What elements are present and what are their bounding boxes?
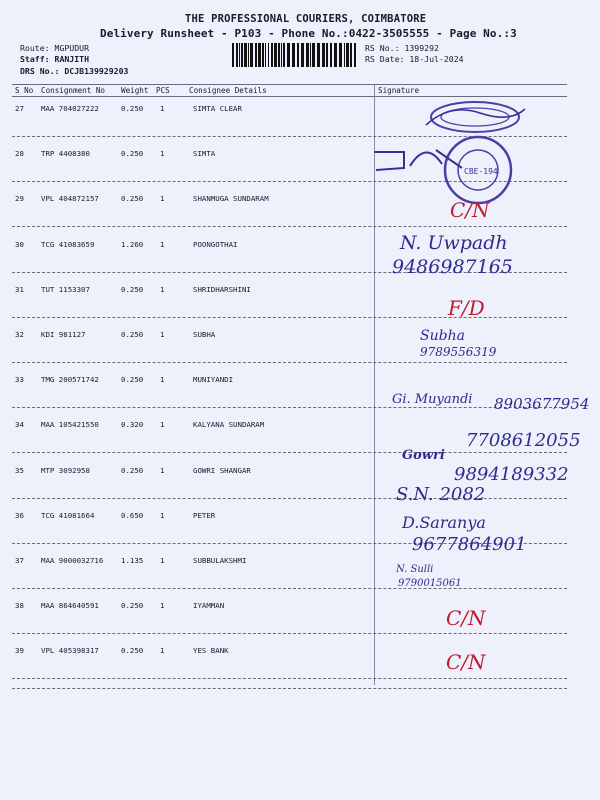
row-consignee: KALYANA SUNDARAM xyxy=(193,420,265,429)
drs-line: DRS No.: DCJB139929203 xyxy=(20,66,129,76)
row-sno: 37 xyxy=(15,556,24,565)
rs-no-value: 1399292 xyxy=(404,43,439,53)
row-consignment-no: TRP 4408380 xyxy=(41,149,90,158)
barcode-bar xyxy=(232,43,234,67)
row-weight: 0.250 xyxy=(121,375,144,384)
row-weight: 1.135 xyxy=(121,556,144,565)
barcode-bar xyxy=(281,43,282,67)
row-separator xyxy=(12,452,567,453)
row-consignee: SUBBULAKSHMI xyxy=(193,556,247,565)
row-sno: 39 xyxy=(15,646,24,655)
row-consignment-no: KDI 981127 xyxy=(41,330,86,339)
sig-r32-name: Subha xyxy=(420,328,465,344)
sig-r35-phone: 9894189332 xyxy=(454,464,569,485)
sig-r39-cn-mark: C/N xyxy=(446,650,486,674)
row-pcs: 1 xyxy=(160,285,165,294)
col-header-sno: S No xyxy=(15,86,34,95)
sig-r29-cn-mark: C/N xyxy=(450,198,490,222)
row-separator xyxy=(12,633,567,634)
barcode-bar xyxy=(274,43,277,67)
row-consignee: GOWRI SHANGAR xyxy=(193,466,251,475)
row-consignment-no: TMG 200571742 xyxy=(41,375,99,384)
row-sno: 36 xyxy=(15,511,24,520)
row-consignment-no: TUT 1153307 xyxy=(41,285,90,294)
row-weight: 0.650 xyxy=(121,511,144,520)
row-consignment-no: MAA 9000032716 xyxy=(41,556,104,565)
barcode xyxy=(232,43,358,67)
route-line: Route: MGPUDUR xyxy=(20,43,90,53)
sig-r30-name: N. Uwpadh xyxy=(400,232,508,254)
runsheet-subtitle: Delivery Runsheet - P103 - Phone No.:0422-3505555 - Page No.:3 xyxy=(100,27,517,40)
sig-r35-signature: S.N. 2082 xyxy=(396,484,486,505)
barcode-bar xyxy=(248,43,249,67)
row-consignee: MUNIYANDI xyxy=(193,375,234,384)
barcode-bar xyxy=(271,43,273,67)
row-sno: 28 xyxy=(15,149,24,158)
header-top-rule xyxy=(12,84,567,85)
barcode-bar xyxy=(244,43,247,67)
row-sno: 35 xyxy=(15,466,24,475)
row-consignment-no: TCG 41081664 xyxy=(41,511,95,520)
row-pcs: 1 xyxy=(160,466,165,475)
row-weight: 0.250 xyxy=(121,330,144,339)
barcode-bar xyxy=(250,43,253,67)
row-sno: 34 xyxy=(15,420,24,429)
row-separator xyxy=(12,226,567,227)
staff-value: RANJITH xyxy=(54,54,90,64)
barcode-bar xyxy=(312,43,315,67)
row-weight: 0.250 xyxy=(121,104,144,113)
row-sno: 33 xyxy=(15,375,24,384)
row-consignee: SIMTA CLEAR xyxy=(193,104,242,113)
row-pcs: 1 xyxy=(160,511,165,520)
row-consignment-no: MAA 864640591 xyxy=(41,601,99,610)
row-weight: 0.250 xyxy=(121,149,144,158)
row-pcs: 1 xyxy=(160,194,165,203)
barcode-bar xyxy=(344,43,345,67)
row-pcs: 1 xyxy=(160,646,165,655)
row-consignment-no: VPL 405398317 xyxy=(41,646,99,655)
barcode-bar xyxy=(278,43,280,67)
row-weight: 0.250 xyxy=(121,466,144,475)
sig-r37-phone: 9790015061 xyxy=(398,578,462,589)
barcode-bar xyxy=(334,43,337,67)
sig-r38-cn-mark: C/N xyxy=(446,606,486,630)
barcode-bar xyxy=(297,43,299,67)
row-pcs: 1 xyxy=(160,420,165,429)
sig-r32-phone: 9789556319 xyxy=(420,345,497,359)
barcode-bar xyxy=(301,43,304,67)
row-separator xyxy=(12,588,567,589)
barcode-bar xyxy=(346,43,349,67)
barcode-bar xyxy=(268,43,269,67)
row-consignee: YES BANK xyxy=(193,646,229,655)
row-consignee: POONGOTHAI xyxy=(193,240,238,249)
row-pcs: 1 xyxy=(160,601,165,610)
row-weight: 0.320 xyxy=(121,420,144,429)
row-sno: 27 xyxy=(15,104,24,113)
row-sno: 32 xyxy=(15,330,24,339)
col-header-consignment: Consignment No xyxy=(41,86,106,95)
barcode-bar xyxy=(330,43,332,67)
row-weight: 0.250 xyxy=(121,194,144,203)
barcode-bar xyxy=(265,43,266,67)
col-header-weight: Weight xyxy=(121,86,149,95)
barcode-bar xyxy=(283,43,285,67)
col-header-pcs: PCS xyxy=(156,86,170,95)
row-sno: 29 xyxy=(15,194,24,203)
col-header-signature: Signature xyxy=(378,86,420,95)
row-consignment-no: VPL 404872157 xyxy=(41,194,99,203)
rs-date-value: 18-Jul-2024 xyxy=(409,54,464,64)
barcode-bar xyxy=(292,43,295,67)
sig-r33-name: Gi. Muyandi xyxy=(392,392,473,407)
barcode-bar xyxy=(239,43,240,67)
sig-r35-name: Gowri xyxy=(402,448,445,463)
row-consignment-no: TCG 41083659 xyxy=(41,240,95,249)
row-pcs: 1 xyxy=(160,330,165,339)
row-separator xyxy=(12,678,567,679)
row-consignee: SUBHA xyxy=(193,330,216,339)
delivery-stamp-2 xyxy=(366,130,526,210)
row-weight: 1.260 xyxy=(121,240,144,249)
row-consignee: SHANMUGA SUNDARAM xyxy=(193,194,269,203)
row-consignee: IYAMMAN xyxy=(193,601,225,610)
company-title: THE PROFESSIONAL COURIERS, COIMBATORE xyxy=(185,13,427,25)
row-consignment-no: MAA 704027222 xyxy=(41,104,99,113)
barcode-bar xyxy=(354,43,356,67)
barcode-bar xyxy=(258,43,261,67)
sig-r36-phone: 9677864901 xyxy=(412,534,527,555)
sig-r36-name: D.Saranya xyxy=(402,513,486,532)
barcode-bar xyxy=(241,43,243,67)
row-pcs: 1 xyxy=(160,240,165,249)
row-sno: 30 xyxy=(15,240,24,249)
row-pcs: 1 xyxy=(160,104,165,113)
barcode-bar xyxy=(317,43,320,67)
table-bottom-rule xyxy=(12,688,567,689)
sig-r37-name: N. Sulli xyxy=(396,564,434,575)
route-value: MGPUDUR xyxy=(54,43,90,53)
barcode-bar xyxy=(255,43,257,67)
barcode-bar xyxy=(322,43,325,67)
sig-r31-fd-mark: F/D xyxy=(448,296,485,320)
row-sno: 38 xyxy=(15,601,24,610)
row-consignment-no: MAA 105421550 xyxy=(41,420,99,429)
drs-value: DCJB139929203 xyxy=(64,66,129,76)
row-weight: 0.250 xyxy=(121,646,144,655)
barcode-bar xyxy=(236,43,238,67)
col-header-consignee: Consignee Details xyxy=(189,86,267,95)
row-consignment-no: MTP 3092958 xyxy=(41,466,90,475)
row-pcs: 1 xyxy=(160,556,165,565)
sig-r34-phone: 7708612055 xyxy=(466,430,581,451)
rs-no-line: RS No.: 1399292 xyxy=(365,43,439,53)
barcode-bar xyxy=(326,43,328,67)
barcode-bar xyxy=(262,43,264,67)
sig-r30-phone: 9486987165 xyxy=(392,256,513,278)
barcode-bar xyxy=(287,43,290,67)
row-consignee: SIMTA xyxy=(193,149,216,158)
stamp-label: CBE-194 xyxy=(464,167,498,176)
row-separator xyxy=(12,362,567,363)
row-weight: 0.250 xyxy=(121,601,144,610)
row-pcs: 1 xyxy=(160,375,165,384)
barcode-bar xyxy=(310,43,311,67)
row-sno: 31 xyxy=(15,285,24,294)
row-separator xyxy=(12,407,567,408)
rs-date-line: RS Date: 18-Jul-2024 xyxy=(365,54,464,64)
sig-r33-phone: 8903677954 xyxy=(494,395,590,413)
row-weight: 0.250 xyxy=(121,285,144,294)
staff-line: Staff: RANJITH xyxy=(20,54,90,64)
barcode-bar xyxy=(350,43,352,67)
barcode-bar xyxy=(339,43,342,67)
row-consignee: SHRIDHARSHINI xyxy=(193,285,251,294)
row-consignee: PETER xyxy=(193,511,216,520)
barcode-bar xyxy=(306,43,309,67)
row-pcs: 1 xyxy=(160,149,165,158)
